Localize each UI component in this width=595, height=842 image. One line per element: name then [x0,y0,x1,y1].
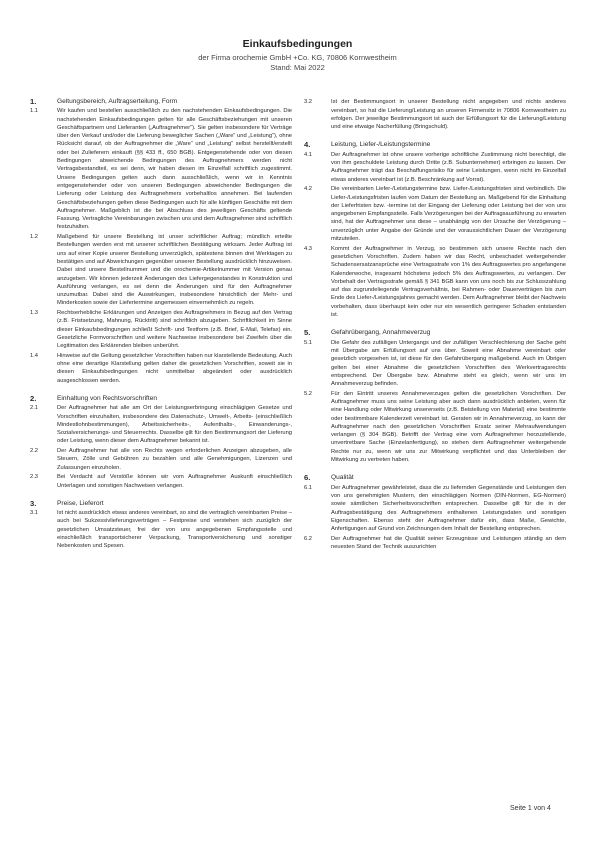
clause-text: Der Auftragnehmer ist ohne unsere vorherige schriftliche Zustimmung nicht berechtigt, die von ihm geschuldete Leistung durch Dritte (z.B. Subunternehmer) erbringen zu lassen. Der Auftragnehmer trägt das Beschaffungsrisiko für seine Leistungen, wenn nicht im Einzelfall etwas anderes vereinbart ist (z.B. Beschränkung auf Vorrat). [331,151,566,183]
section-heading [304,473,566,482]
clause [30,509,292,550]
clause [30,447,292,472]
right-column [304,97,566,551]
clause-number: 6.1 [304,484,312,491]
clause-number: 2.2 [30,448,38,455]
clause-text: Der Auftragnehmer hat alle am Ort der Leistungserbringung einschlägigen Gesetze und Vorschriften einzuhalten, insbesondere des Datenschutz-, Umwelt-, Arbeits- (einschließlich Mindestlohnbestimmungen), Arbeitssicherheits-, Aufenthalts-, Einwanderungs-, Sozialversicherungs- und Steuerrechts. Dasselbe gilt für den Bestimmungsort der Lieferung oder Leistung, wenn dieser dem Auftragnehmer bekannt ist. [57,405,292,445]
clause-text: Ist der Bestimmungsort in unserer Bestellung nicht angegeben und nichts anderes vereinbart, so hat die Lieferung/Leistung an unseren Firmensitz in 70806 Kornwestheim zu erfolgen. Der jeweilige Bestimmungsort ist auch der Erfüllungsort für die Lieferung/Leistung und eine etwaige Nacherfüllung (Bringschuld). [331,99,566,131]
section-title: Qualität [331,474,354,482]
page-number: Seite 1 von 4 [510,805,551,812]
clause-text: Der Auftragnehmer gewährleistet, dass die zu liefernden Gegenstände und Leistungen den von uns genehmigten Mustern, den einschlägigen Normen (DIN-Normen, EG-Normen) sowie sämtlichen Sicherheitsvorschriften entsprechen. Dasselbe gilt für die in der Auftragsbestätigung des Auftragnehmers enthaltenen Leistungsdaten und sonstigen Eigenschaften. Ebenso steht der Auftragnehmer dafür ein, dass Maße, Gewichte, Anfertigungen auf Grund von Zeichnungen dem Inhalt der Bestellung entsprechen. [331,484,566,533]
clause-text: Der Auftragnehmer hat die Qualität seiner Erzeugnisse und Leistungen ständig an dem neuesten Stand der Technik auszurichten [331,535,566,551]
section-number: 3. [30,498,37,508]
clause-number: 2.3 [30,474,38,481]
section-heading [30,97,292,106]
section-heading [30,394,292,403]
section-number: 6. [304,473,311,483]
clause [30,352,292,385]
left-column [30,97,292,551]
clause-number: 6.2 [304,535,312,542]
clause-number: 1.2 [30,234,38,241]
clause [30,107,292,231]
clause-number: 5.1 [304,339,312,346]
clause-text: Ist nicht ausdrücklich etwas anderes vereinbart, so sind die vertraglich vereinbarten Preise – auch bei Sukzessivlieferungsverträgen – Festpreise und verstehen sich zuzüglich der gesetzlichen Umsatzsteuer, frei der von uns angegebenen Empfangsstelle und einschließlich transportsicherer Verpackung, Transportversicherung und sonstiger Nebenkosten und Spesen. [57,510,292,550]
clause-text: Kommt der Auftragnehmer in Verzug, so bestimmen sich unsere Rechte nach den gesetzlichen Vorschriften. Zudem haben wir das Recht, unbeschadet weitergehender Schadensersatzansprüche eine Vertragsstrafe von 1% des Auftragswertes pro angefangene Kalenderwoche, insgesamt höchstens jedoch 5% des Auftragswertes, zu verlangen. Der Vorbehalt der Vertragsstrafe gemäß § 341 BGB kann von uns noch bis zur Schlusszahlung auf das zugrundeliegende Vertragsverhältnis, bei Rahmen- oder Dauerverträgen bis zum Ende des Liefer-/Leistungsjahres gemacht werden. Dem Auftragnehmer bleibt der Nachweis vorbehalten, dass überhaupt kein oder nur ein wesentlich geringerer Schaden entstanden ist. [331,245,566,319]
section-heading [304,140,566,149]
clause-number: 3.2 [304,99,312,106]
section-title: Leistung, Liefer-/Leistungstermine [331,141,431,149]
clause-text: Die vereinbarten Liefer-/Leistungstermine bzw. Liefer-/Leistungsfristen sind verbindlich. Die Liefer-/Leistungsfristen laufen vom Datum der Bestellung an. Maßgebend für die Einhaltung der Lieferfristen bzw. -termine ist der Eingang der Lieferung oder Leistung bei der von uns angegebenen Empfangsstelle. Falls Verzögerungen bei der Auftragsausführung zu erwarten sind, hat der Auftragnehmer uns diese – unabhängig von der Ursache der Verzögerung – unverzüglich unter Angabe der Gründe und der voraussichtlichen Dauer der Verzögerung mitzuteilen. [331,186,566,243]
clause-number: 5.2 [304,390,312,397]
clause [304,151,566,184]
clause [304,245,566,320]
document-title: Einkaufsbedingungen [242,38,353,50]
clause-text: Bei Verdacht auf Verstöße können wir vom Auftragnehmer Auskunft einschließlich Unterlagen und sonstigen Nachweisen verlangen. [57,474,292,489]
clause-text: Wir kaufen und bestellen ausschließlich zu den nachstehenden Einkaufsbedingungen. Die nachstehenden Einkaufsbedingungen gelten für alle Geschäftsbeziehungen mit unseren Geschäftspartnern und Lieferanten („Auftragnehmer“). Sie gelten insbesondere für Verträge über den Verkauf und/oder die Lieferung beweglicher Sachen („Ware“ und „Leistung“), ohne Rücksicht darauf, ob der Auftragnehmer die „Ware“ und „Leistung“ selbst herstellt/erstellt oder bei Zulieferern einkauft (§§ 433 ff., 650 BGB). Entgegenstehende oder von diesen Bedingungen abweichende Bedingungen des Auftragnehmers werden nicht Vertragsbestandteil, es sei denn, wir haben diesen im Einzelfall schriftlich zugestimmt. Unsere Bedingungen gelten auch dann ausschließlich, wenn wir in Kenntnis entgegenstehender oder von unseren Bedingungen abweichender Bedingungen die Lieferung oder Leistung des Auftragnehmers vorbehaltlos annehmen. Bei laufenden Geschäftsbeziehungen gelten diese Bedingungen auch für alle künftigen Geschäfte mit dem Auftragnehmer. Maßgeblich ist die bei Abschluss des jeweiligen Geschäfts geltende Fassung. Vertragliche Vereinbarungen zwischen uns und dem Auftragnehmer sind schriftlich festzuhalten. [57,108,292,231]
section-number: 4. [304,140,311,150]
clause-text: Der Auftragnehmer hat alle von Rechts wegen erforderlichen Anzeigen abzugeben, alle Steuern, Zölle und Gebühren zu bezahlen und alle Genehmigungen, Lizenzen und Zulassungen einzuholen. [57,448,292,471]
clause-number: 1.1 [30,108,38,115]
clause-text: Die Gefahr des zufälligen Untergangs und der zufälligen Verschlechterung der Sache geht mit Übergabe am Erfüllungsort auf uns über. Soweit eine Abnahme vereinbart oder gesetzlich vorgesehen ist, ist diese für den Gefahrübergang maßgebend. Auch im Übrigen gelten bei einer Abnahme die gesetzlichen Vorschriften des Werkvertragsrechts entsprechend. Der Übergabe bzw. Abnahme steht es gleich, wenn wir uns im Annahmeverzug befinden. [331,339,566,388]
clause [304,98,566,131]
clause [304,390,566,465]
clause-number: 4.2 [304,186,312,193]
clause [304,339,566,389]
clause-number: 4.1 [304,151,312,158]
clause [30,309,292,350]
clause [30,404,292,445]
section-title: Gefahrübergang, Annahmeverzug [331,329,431,337]
document-header [0,38,595,73]
section-heading [30,499,292,508]
clause-number: 3.1 [30,510,38,517]
clause-text: Für den Eintritt unseres Annahmeverzuges gelten die gesetzlichen Vorschriften. Der Auftragnehmer muss uns seine Leistung aber auch dann ausdrücklich anbieten, wenn für eine Handlung oder Mitwirkung unsererseits (z.B. Beistellung von Material) eine bestimmte oder bestimmbare Kalenderzeit vereinbart ist. Geraten wir in Annahmeverzug, so kann der Auftragnehmer nach den gesetzlichen Vorschriften Ersatz seiner Mehraufwendungen verlangen (§ 304 BGB). Betrifft der Vertrag eine vom Auftragnehmer herzustellende, unvertretbare Sache (Einzelanfertigung), so stehen dem Auftragnehmer weitergehende Rechte nur zu, wenn wir uns zur Mitwirkung verpflichtet und das Unterbleiben der Mitwirkung zu vertreten haben. [331,390,566,464]
clause-number: 2.1 [30,405,38,412]
clause [304,535,566,552]
clause-number: 1.3 [30,310,38,317]
clause-number: 4.3 [304,245,312,252]
section-number: 2. [30,393,37,403]
clause-text: Hinweise auf die Geltung gesetzlicher Vorschriften haben nur klarstellende Bedeutung. Auch ohne eine derartige Klarstellung gelten daher die gesetzlichen Vorschriften, soweit sie in diesen Einkaufsbedingungen nicht unmittelbar abgeändert oder ausdrücklich ausgeschlossen werden. [57,352,292,384]
clause [30,473,292,490]
clause-number: 1.4 [30,352,38,359]
section-title: Einhaltung von Rechtsvorschriften [57,394,158,402]
clause [304,484,566,534]
clause-text: Rechtserhebliche Erklärungen und Anzeigen des Auftragnehmers in Bezug auf den Vertrag (z.B. Fristsetzung, Mahnung, Rücktritt) sind schriftlich abzugeben. Schriftlichkeit im Sinne dieser Einkaufsbedingungen schließt Schrift- und Textform (z.B. Brief, E-Mail, Telefax) ein. Gesetzliche Formvorschriften und weitere Nachweise insbesondere bei Zweifeln über die Legitimation des Erklärenden bleiben unberührt. [57,310,292,350]
section-number: 1. [30,97,37,106]
section-title: Geltungsbereich, Auftragserteilung, Form [57,98,178,105]
clause [304,185,566,243]
date-line: Stand: Mai 2022 [270,63,325,72]
clause [30,233,292,308]
section-number: 5. [304,328,311,338]
section-heading [304,328,566,337]
company-line: der Firma orochemie GmbH +Co. KG, 70806 Kornwestheim [198,53,397,62]
clause-text: Maßgebend für unsere Bestellung ist unser schriftlicher Auftrag; mündlich erteilte Bestellungen werden erst mit unserer schriftlichen Bestätigung wirksam. Jeder Auftrag ist uns auf einer Kopie unserer Bestellung unverzüglich, spätestens binnen drei Werktagen zu bestätigen und auf Abweichungen gegenüber unserer Bestellung ausdrücklich hinzuweisen. Dabei sind unsere Bestellnummer und die orochemie-Artikelnummer mit Version genau anzugeben. Wir können jederzeit Änderungen des Liefergegenstandes in Konstruktion und Ausführung verlangen, es sei denn die Änderungen sind für den Auftragnehmer unzumutbar. Dabei sind die Auswirkungen, insbesondere hinsichtlich der Mehr- und Minderkosten sowie der Liefertermine angemessen einvernehmlich zu regeln. [57,234,292,307]
section-title: Preise, Lieferort [57,499,104,507]
